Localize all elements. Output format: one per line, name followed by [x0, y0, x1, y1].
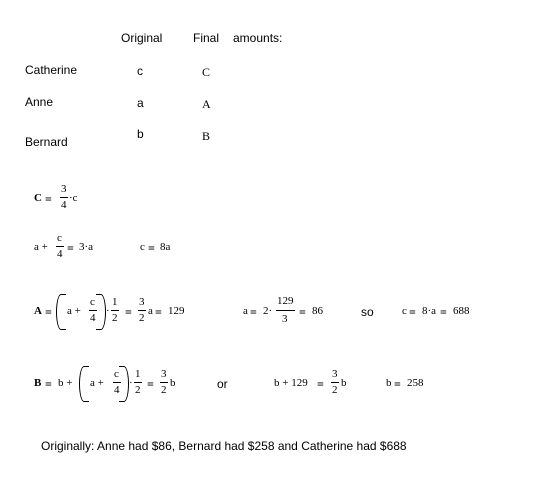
- equation-c: [34, 182, 94, 216]
- eq3-dot: ·: [106, 305, 110, 317]
- eq4-mid-den: 2: [332, 384, 338, 396]
- row-name-bernard: Bernard: [25, 135, 68, 149]
- row-name-catherine: Catherine: [25, 63, 78, 77]
- header-final: Final: [193, 31, 220, 45]
- eq3-c-expr: 8·a: [422, 305, 437, 317]
- eq3-solve-equals-2: =: [299, 305, 306, 319]
- eq4-half-den: 2: [135, 384, 141, 396]
- eq3-c-equals: =: [409, 305, 416, 319]
- equation-a-value: [34, 292, 494, 332]
- eq4-tail: b: [170, 377, 176, 389]
- eq4-den-4: 4: [114, 384, 120, 396]
- eq3-half-den: 2: [112, 312, 118, 324]
- eq3-solve-pre: 2·: [263, 305, 273, 317]
- eq3-inner: a +: [67, 305, 81, 317]
- row-name-anne: Anne: [25, 95, 54, 109]
- eq3-c-lhs: c: [402, 305, 407, 317]
- eq4-three-num: 3: [161, 368, 167, 380]
- eq3-num-c: c: [90, 296, 95, 308]
- eq4-mid-lhs: b + 129: [274, 377, 308, 389]
- eq3-fraction-bar-3: [138, 310, 146, 311]
- conclusion-text: Originally: Anne had $86, Bernard had $258 and Catherine had $688: [41, 439, 407, 453]
- eq3-solve-equals: =: [250, 305, 257, 319]
- row-final-bernard: B: [202, 129, 211, 143]
- eq4-open-paren: [79, 366, 89, 402]
- eq4-inner: a +: [90, 377, 104, 389]
- row-original-bernard: b: [137, 127, 144, 141]
- eq2-fraction-bar: [56, 246, 64, 247]
- eq1-rest: ·c: [69, 192, 78, 204]
- eq3-three-num: 3: [139, 296, 145, 308]
- eq1-num: 3: [61, 183, 67, 195]
- eq2-equals: =: [67, 241, 74, 255]
- eq4-fraction-bar-4: [331, 382, 339, 383]
- eq4-mid-tail: b: [341, 377, 347, 389]
- equation-a-c: [34, 231, 194, 265]
- equation-b-value: [34, 364, 454, 404]
- eq3-value: 129: [168, 305, 185, 317]
- eq3-solve-den: 3: [282, 313, 288, 325]
- eq3-den-4: 4: [90, 312, 96, 324]
- eq1-equals: =: [45, 192, 52, 206]
- header-original: Original: [121, 31, 163, 45]
- eq4-or: or: [217, 377, 228, 391]
- eq3-equals-3: =: [155, 305, 162, 319]
- eq3-fraction-bar-2: [111, 310, 119, 311]
- eq3-close-paren: [96, 294, 106, 330]
- eq2-rhs: 3·a: [79, 241, 94, 253]
- eq1-fraction-bar: [60, 197, 68, 198]
- eq3-open-paren: [56, 294, 66, 330]
- row-original-anne: a: [137, 96, 144, 110]
- row-final-anne: A: [202, 97, 211, 111]
- eq4-three-den: 2: [161, 384, 167, 396]
- eq2-den: 4: [57, 248, 63, 260]
- eq4-b-equals: =: [394, 377, 401, 391]
- eq2-result-lhs: c: [140, 241, 145, 253]
- eq4-half-num: 1: [135, 368, 141, 380]
- eq4-num-c: c: [114, 368, 119, 380]
- eq3-lhs: A: [34, 305, 42, 317]
- eq4-fraction-bar-2: [134, 382, 142, 383]
- eq4-lhs: B: [34, 377, 42, 389]
- eq2-result-equals: =: [148, 241, 155, 255]
- eq3-c-value: 688: [453, 305, 470, 317]
- row-original-catherine: c: [137, 64, 143, 78]
- eq3-solve-lhs: a: [243, 305, 248, 317]
- eq4-pre: b +: [58, 377, 73, 389]
- eq4-fraction-bar-3: [160, 382, 168, 383]
- eq4-dot: ·: [129, 377, 133, 389]
- eq3-so: so: [361, 305, 374, 319]
- eq3-half-num: 1: [112, 296, 118, 308]
- eq1-den: 4: [61, 199, 67, 211]
- eq4-mid-num: 3: [332, 368, 338, 380]
- eq1-lhs: C: [34, 192, 42, 204]
- row-final-catherine: C: [202, 65, 211, 79]
- header-amounts: amounts:: [233, 31, 283, 45]
- eq4-equals: =: [45, 377, 52, 391]
- eq4-equals-2: =: [147, 377, 154, 391]
- eq3-c-equals-2: =: [440, 305, 447, 319]
- eq2-a-plus: a +: [34, 241, 48, 253]
- eq3-equals-2: =: [125, 305, 132, 319]
- eq3-solve-value: 86: [312, 305, 323, 317]
- eq4-b-value: 258: [407, 377, 424, 389]
- eq2-num: c: [57, 232, 62, 244]
- eq4-close-paren: [119, 366, 129, 402]
- eq3-three-den: 2: [139, 312, 145, 324]
- eq3-fraction-bar-4: [276, 310, 295, 311]
- eq4-b-lhs: b: [386, 377, 392, 389]
- eq2-result-rhs: 8a: [160, 241, 171, 253]
- eq3-solve-num: 129: [277, 295, 294, 307]
- eq3-equals: =: [45, 305, 52, 319]
- eq3-tail: a: [148, 305, 153, 317]
- eq4-mid-equals: =: [317, 377, 324, 391]
